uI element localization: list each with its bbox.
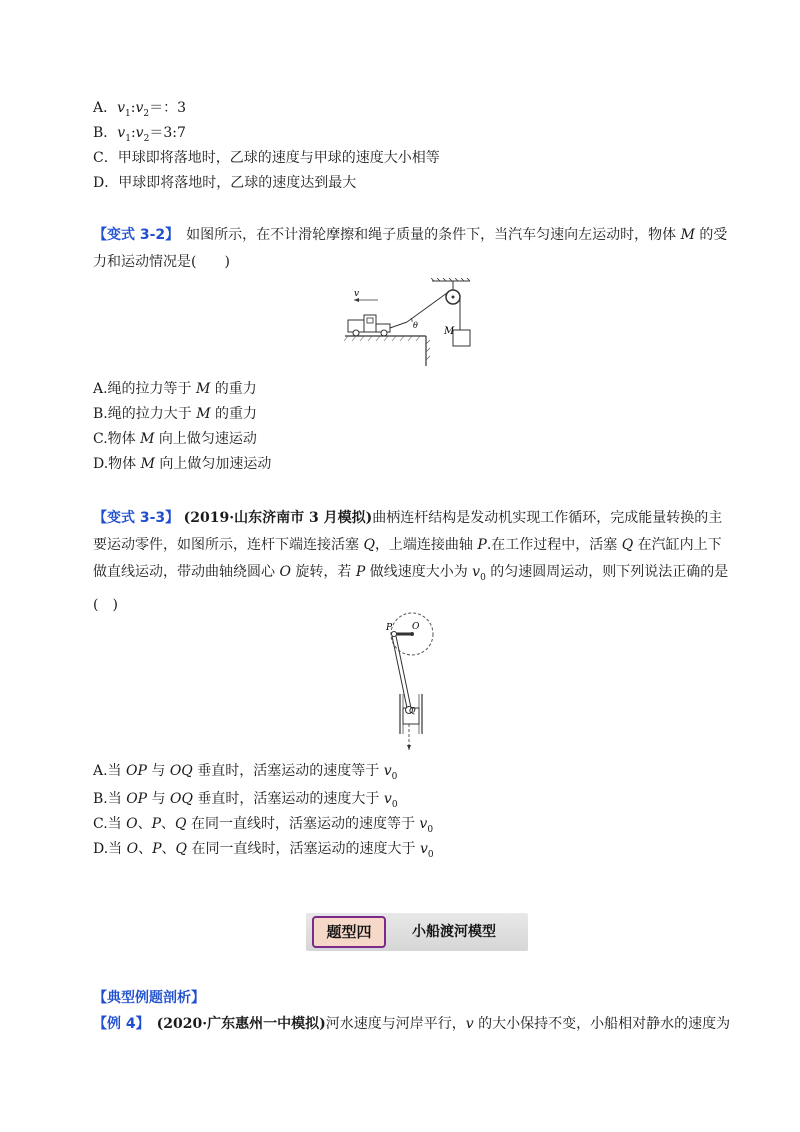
question-tag: 【变式 3-3】: [93, 510, 180, 526]
option-a: A．$v_1:v_2=$：3: [93, 100, 187, 119]
q32-option-a: A.绳的拉力等于 M 的重力: [93, 381, 257, 397]
q32-option-b: B.绳的拉力大于 M 的重力: [93, 406, 257, 422]
option-b: B．$v_1:v_2=3:7$: [93, 125, 186, 144]
question-3-3-stem: 【变式 3-3】 (2019·山东济南市 3 月模拟)曲柄连杆结构是发动机实现工作循环，完成能量转换的主要运动零件，如图所示，连杆下端连接活塞 Q，上端连接曲轴 P.在工作过程中，活塞 Q 在汽缸内上下做直线运动，带动曲轴绕圆心 O 旋转，若 P 做线速度大小为 $v_0$ 的匀速圆周运动，则下列说法正确的是( ): [93, 510, 729, 613]
section-label: 题型四: [312, 916, 386, 948]
crank-piston-figure: [382, 612, 442, 752]
point-o-label: O: [412, 622, 420, 632]
q33-option-b: B.当 OP 与 OQ 垂直时，活塞运动的速度大于 $v_0$: [93, 791, 398, 810]
velocity-label: v: [354, 289, 360, 299]
question-tag: 【变式 3-2】: [93, 227, 173, 243]
q32-option-d: D.物体 M 向上做匀加速运动: [93, 456, 272, 472]
q33-option-d: D.当 O、P、Q 在同一直线时，活塞运动的速度大于 $v_0$: [93, 841, 434, 860]
point-q-label: Q: [409, 706, 416, 715]
q33-option-a: A.当 OP 与 OQ 垂直时，活塞运动的速度等于 $v_0$: [93, 763, 398, 782]
example-heading: 【典型例题剖析】: [93, 990, 205, 1006]
section-title: 小船渡河模型: [412, 924, 496, 940]
example-4-stem: 【例 4】 (2020·广东惠州一中模拟)河水速度与河岸平行，v 的大小保持不变，小船相对静水的速度为: [93, 1016, 731, 1032]
option-c: C．甲球即将落地时，乙球的速度与甲球的速度大小相等: [93, 150, 440, 166]
truck-pulley-figure: [340, 278, 480, 368]
q32-option-c: C.物体 M 向上做匀速运动: [93, 431, 257, 447]
point-p-label: P: [386, 623, 393, 633]
option-d: D．甲球即将落地时，乙球的速度达到最大: [93, 175, 357, 191]
q33-option-c: C.当 O、P、Q 在同一直线时，活塞运动的速度等于 $v_0$: [93, 816, 434, 835]
mass-label: M: [444, 326, 455, 337]
theta-label: θ: [413, 321, 418, 330]
question-3-2-stem: 【变式 3-2】 如图所示，在不计滑轮摩擦和绳子质量的条件下，当汽车匀速向左运动时，物体 M 的受力和运动情况是( ): [93, 227, 728, 270]
